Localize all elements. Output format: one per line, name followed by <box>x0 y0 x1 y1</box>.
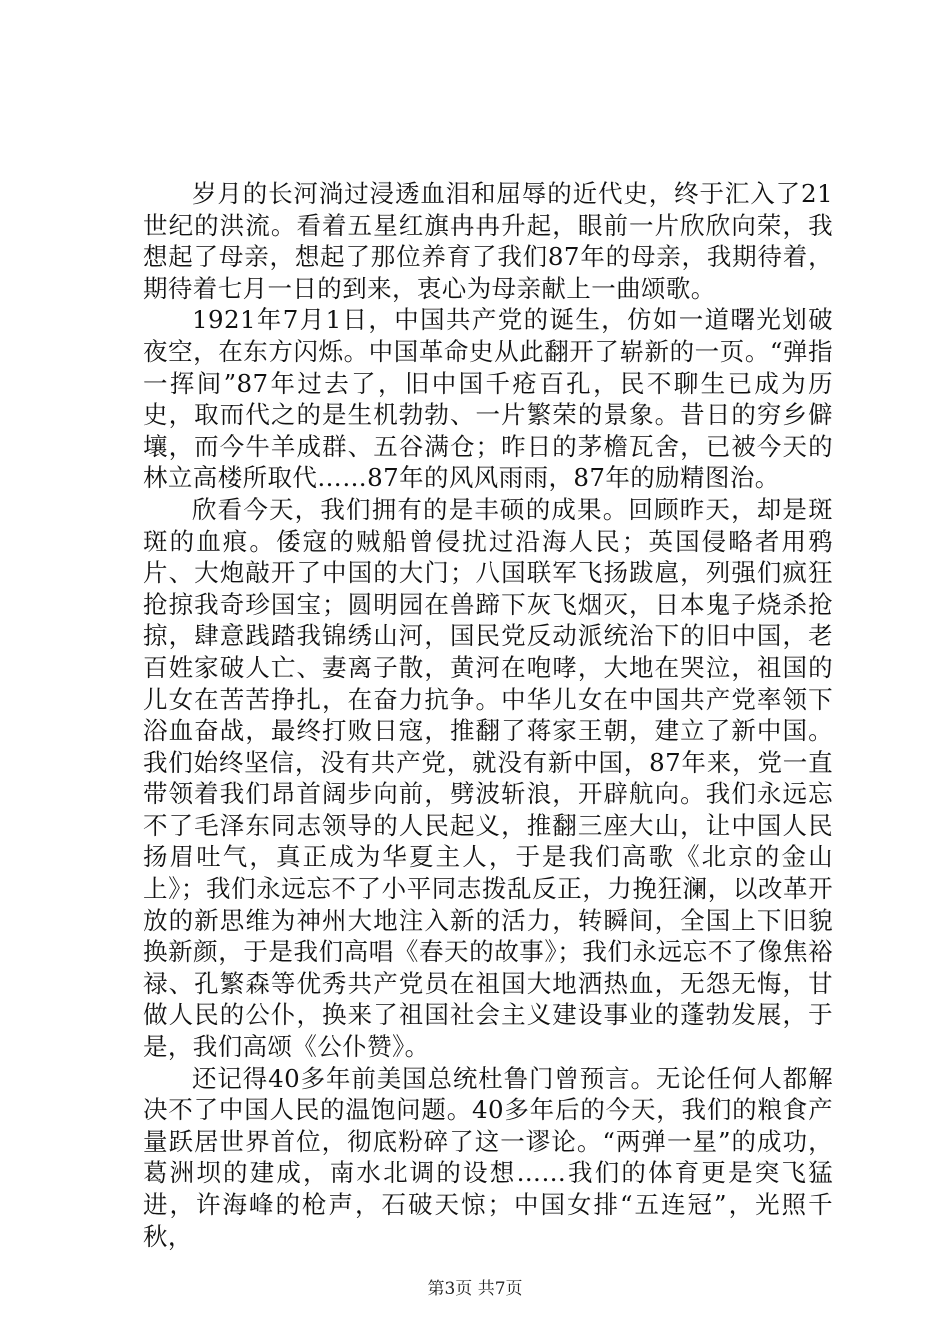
paragraph-3: 欣看今天，我们拥有的是丰硕的成果。回顾昨天，却是斑斑的血痕。倭寇的贼船曾侵扰过沿海人民；英国侵略者用鸦片、大炮敲开了中国的大门；八国联军飞扬跋扈，列强们疯狂抢掠我奇珍国宝；圆明园在兽蹄下灰飞烟灭，日本鬼子烧杀抢掠，肆意践踏我锦绣山河，国民党反动派统治下的旧中国，老百姓家破人亡、妻离子散，黄河在咆哮，大地在哭泣，祖国的儿女在苦苦挣扎，在奋力抗争。中华儿女在中国共产党率领下浴血奋战，最终打败日寇，推翻了蒋家王朝，建立了新中国。我们始终坚信，没有共产党，就没有新中国，87年来，党一直带领着我们昂首阔步向前，劈波斩浪，开辟航向。我们永远忘不了毛泽东同志领导的人民起义，推翻三座大山，让中国人民扬眉吐气，真正成为华夏主人，于是我们高歌《北京的金山上》；我们永远忘不了小平同志拨乱反正，力挽狂澜，以改革开放的新思维为神州大地注入新的活力，转瞬间，全国上下旧貌换新颜，于是我们高唱《春天的故事》；我们永远忘不了像焦裕禄、孔繁森等优秀共产党员在祖国大地洒热血，无怨无悔，甘做人民的公仆，换来了祖国社会主义建设事业的蓬勃发展，于是，我们高颂《公仆赞》。 <box>143 494 833 1062</box>
page-footer: 第3页 共7页 <box>427 1279 523 1299</box>
paragraph-1: 岁月的长河淌过浸透血泪和屈辱的近代史，终于汇入了21世纪的洪流。看着五星红旗冉冉升起，眼前一片欣欣向荣，我想起了母亲，想起了那位养育了我们87年的母亲，我期待着，期待着七月一日的到来，衷心为母亲献上一曲颂歌。 <box>143 179 833 303</box>
document-body <box>143 178 833 1252</box>
paragraph-4: 还记得40多年前美国总统杜鲁门曾预言。无论任何人都解决不了中国人民的温饱问题。40多年后的今天，我们的粮食产量跃居世界首位，彻底粉碎了这一谬论。“两弹一星”的成功，葛洲坝的建成，南水北调的设想……我们的体育更是突飞猛进，许海峰的枪声，石破天惊；中国女排“五连冠”，光照千秋， <box>143 1063 833 1251</box>
paragraph-2: 1921年7月1日，中国共产党的诞生，仿如一道曙光划破夜空，在东方闪烁。中国革命史从此翻开了崭新的一页。“弹指一挥间”87年过去了，旧中国千疮百孔，民不聊生已成为历史，取而代之的是生机勃勃、一片繁荣的景象。昔日的穷乡僻壤，而今牛羊成群、五谷满仓；昨日的茅檐瓦舍，已被今天的林立高楼所取代……87年的风风雨雨，87年的励精图治。 <box>143 305 833 493</box>
